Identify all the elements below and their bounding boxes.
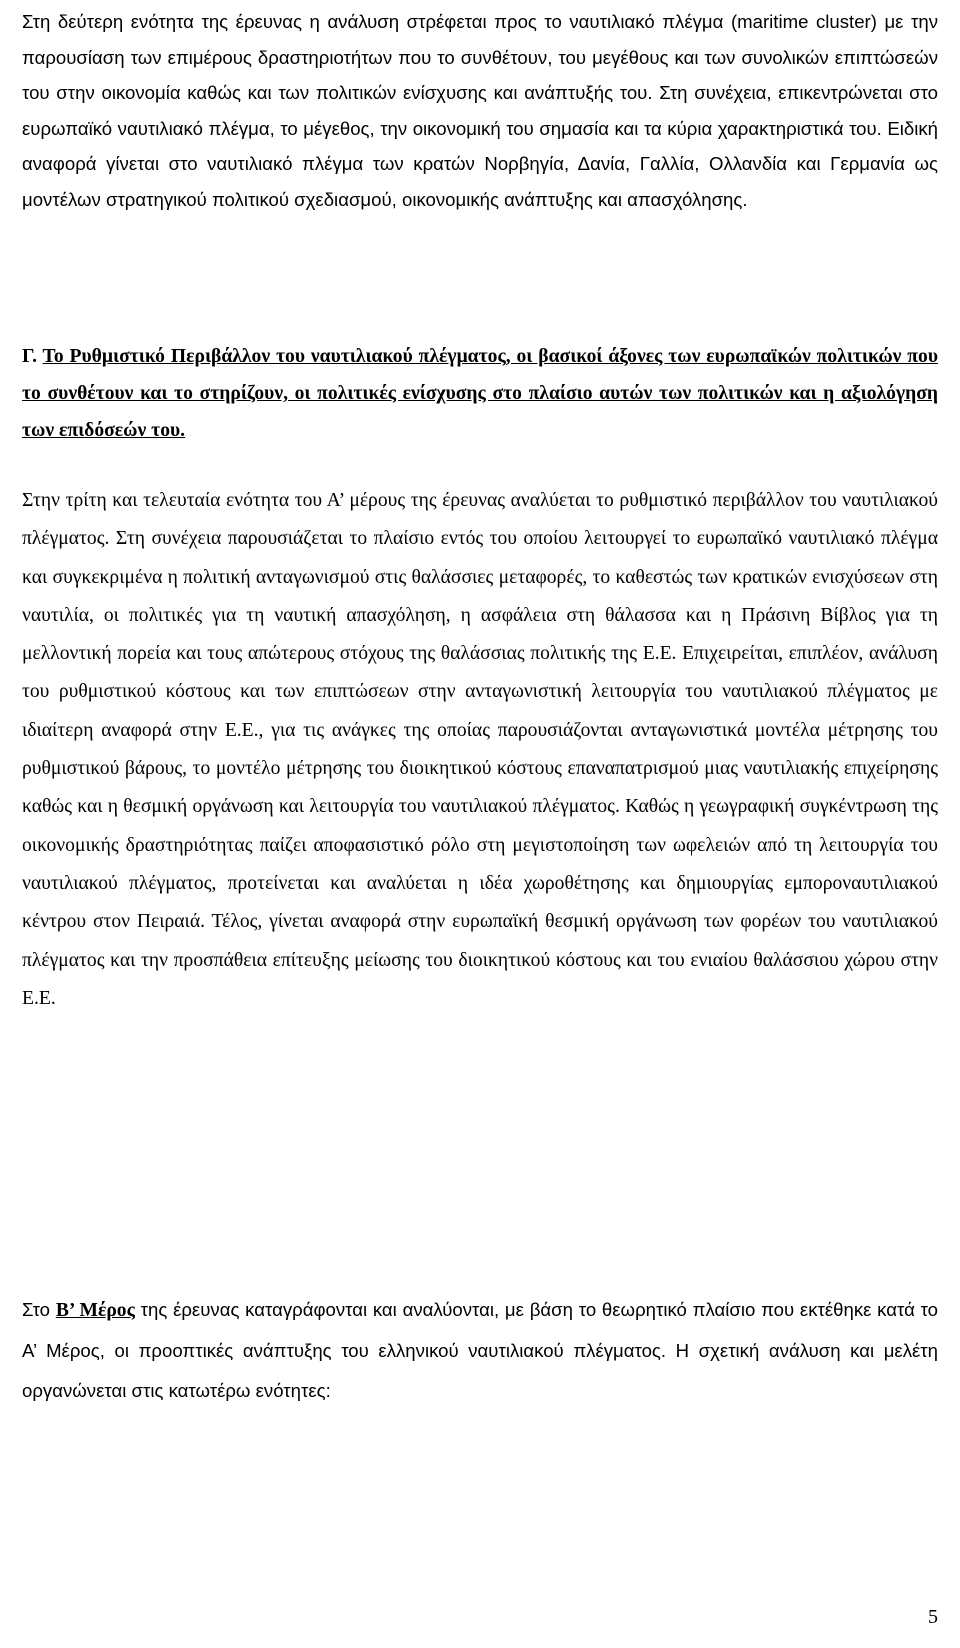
paragraph-regulatory-environment: Στην τρίτη και τελευταία ενότητα του Α’ μέρους της έρευνας αναλύεται το ρυθμιστικό περιβάλλον του ναυτιλιακού πλέγματος. Στη συνέχεια παρουσιάζεται το πλαίσιο εντός του οποίου λειτουργεί το ευρωπαϊκό ναυτιλιακό πλέγμα και συγκεκριμένα η πολιτική ανταγωνισμού στις θαλάσσιες μεταφορές, το καθεστώς των κρατικών ενισχύσεων στη ναυτιλία, οι πολιτικές για τη ναυτική απασχόληση, η ασφάλεια στη θάλασσα και η Πράσινη Βίβλος για τη μελλοντική πορεία και τους απώτερους στόχους της θαλάσσιας πολιτικής της Ε.Ε. Επιχειρείται, επιπλέον, ανάλυση του ρυθμιστικού κόστους και των επιπτώσεων στην ανταγωνιστική λειτουργία του ναυτιλιακού πλέγματος με ιδιαίτερη αναφορά στην Ε.Ε., για τις ανάγκες της οποίας παρουσιάζονται ανταγωνιστικά μοντέλα μέτρησης του ρυθμιστικού βάρους, το μοντέλο μέτρησης του διοικητικού κόστους επαναπατρισμού μιας ναυτιλιακής επιχείρησης καθώς και η θεσμική οργάνωση και λειτουργία του ναυτιλιακού πλέγματος. Καθώς η γεωγραφική συγκέντρωση της οικονομικής δραστηριότητας παίζει αποφασιστικό ρόλο στη μεγιστοποίηση των ωφελειών από τη λειτουργία του ναυτιλιακού πλέγματος, προτείνεται και αναλύεται η ιδέα χωροθέτησης και δημιουργίας εμποροναυτιλιακού κέντρου στον Πειραιά. Τέλος, γίνεται αναφορά στην ευρωπαϊκή θεσμική οργάνωση των φορέων του ναυτιλιακού πλέγματος και την προσπάθεια επίτευξης μείωσης του διοικητικού κόστους και του ενιαίου θαλάσσιου χώρου στην Ε.Ε.: [22, 490, 938, 1009]
section-title: Το Ρυθμιστικό Περιβάλλον του ναυτιλιακού πλέγματος, οι βασικοί άξονες των ευρωπαϊκών πολιτικών που το συνθέτουν και το στηρίζουν, οι πολιτικές ενίσχυσης στο πλαίσιο αυτών των πολιτικών και η αξιολόγηση των επιδόσεών του.: [22, 346, 938, 441]
paragraph-part-b-prefix: Στο: [22, 1299, 51, 1320]
paragraph-part-b: [22, 1290, 938, 1411]
section-number: Γ.: [22, 346, 37, 367]
paragraph-part-b-rest: της έρευνας καταγράφονται και αναλύονται, με βάση το θεωρητικό πλαίσιο που εκτέθηκε κατά το Α’ Μέρος, οι προοπτικές ανάπτυξης του ελληνικού ναυτιλιακού πλέγματος. Η σχετική ανάλυση και μελέτη οργανώνεται στις κατωτέρω ενότητες:: [22, 1299, 939, 1401]
page-number: 5: [928, 1606, 938, 1628]
part-b-emphasis: Β’ Μέρος: [55, 1300, 135, 1321]
paragraph-maritime-cluster: Στη δεύτερη ενότητα της έρευνας η ανάλυση στρέφεται προς το ναυτιλιακό πλέγμα (maritime cluster) με την παρουσίαση των επιμέρους δραστηριοτήτων που το συνθέτουν, του μεγέθους και των συνολικών επιπτώσεών του στην οικονομία καθώς και των πολιτικών ενίσχυσης και ανάπτυξής του. Στη συνέχεια, επικεντρώνεται στο ευρωπαϊκό ναυτιλιακό πλέγμα, το μέγεθος, την οικονομική του σημασία και τα κύρια χαρακτηριστικά του. Ειδική αναφορά γίνεται στο ναυτιλιακό πλέγμα των κρατών Νορβηγία, Δανία, Γαλλία, Ολλανδία και Γερμανία ως μοντέλων στρατηγικού πολιτικού σχεδιασμού, οικονομικής ανάπτυξης και απασχόλησης.: [22, 11, 938, 210]
section-heading-c: [22, 338, 938, 449]
